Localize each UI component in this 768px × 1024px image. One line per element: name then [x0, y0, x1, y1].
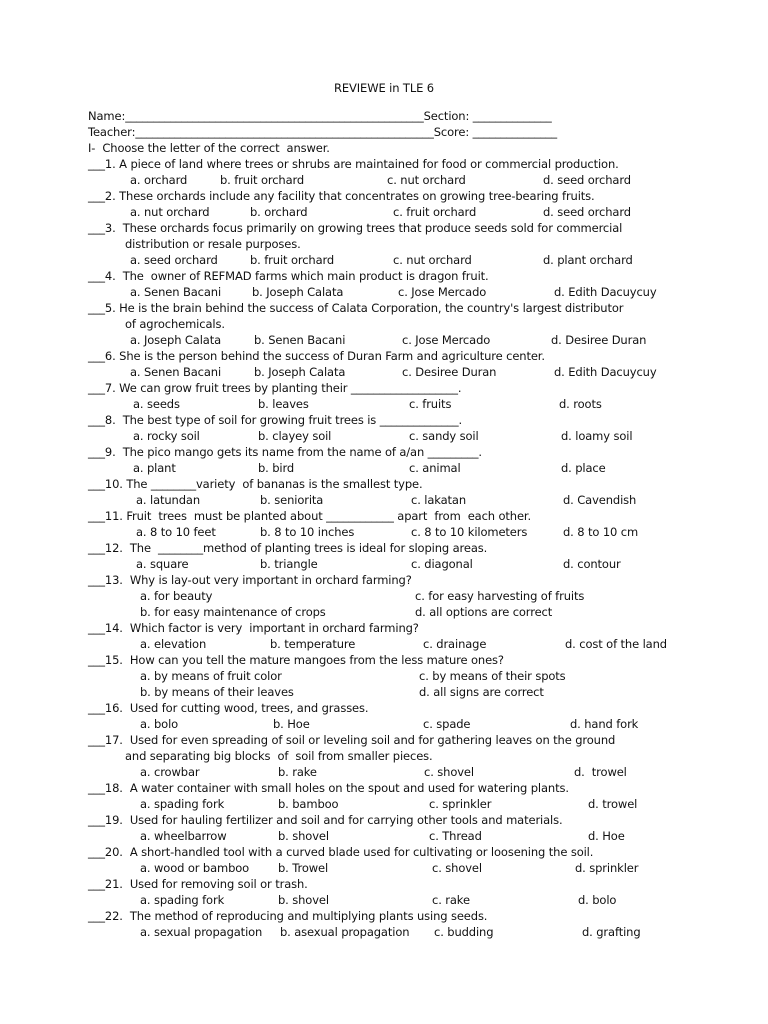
question-item — [88, 732, 768, 780]
answer-choice: c. Jose Mercado — [398, 285, 487, 299]
question-item — [88, 380, 768, 412]
answer-choices — [88, 764, 768, 780]
answer-choice: c. diagonal — [411, 557, 473, 571]
answer-choice: a. wood or bamboo — [140, 861, 250, 875]
answer-choice: a. Senen Bacani — [130, 285, 222, 299]
answer-choices — [88, 636, 768, 652]
answer-choice: c. sandy soil — [409, 429, 479, 443]
question-text-continued: of agrochemicals. — [125, 317, 225, 331]
answer-choice: a. by means of fruit color — [140, 669, 282, 683]
answer-choice: d. grafting — [582, 925, 641, 939]
answer-choice: c. Desiree Duran — [402, 365, 497, 379]
answer-choice: a. rocky soil — [133, 429, 200, 443]
answer-choice: a. 8 to 10 feet — [136, 525, 216, 539]
answer-choice: d. bolo — [578, 893, 617, 907]
answer-choices — [88, 364, 768, 380]
answer-choice: a. spading fork — [140, 893, 225, 907]
question-item — [88, 476, 768, 508]
worksheet-title: REVIEWE in TLE 6 — [334, 81, 434, 95]
answer-choice: d. 8 to 10 cm — [563, 525, 639, 539]
answer-choice: c. for easy harvesting of fruits — [415, 589, 585, 603]
answer-choice: a. plant — [133, 461, 176, 475]
answer-choice: a. orchard — [130, 173, 188, 187]
answer-choice: b. clayey soil — [258, 429, 332, 443]
answer-choice: d. Edith Dacuycuy — [554, 285, 657, 299]
answer-choice: d. all signs are correct — [419, 685, 544, 699]
question-item — [88, 444, 768, 476]
question-text: ___6. She is the person behind the success of Duran Farm and agriculture center. — [88, 349, 545, 363]
answer-choice: b. asexual propagation — [280, 925, 410, 939]
answer-choice: c. nut orchard — [393, 253, 472, 267]
answer-choice: c. fruits — [409, 397, 452, 411]
answer-choice: d. hand fork — [570, 717, 639, 731]
question-text: ___9. The pico mango gets its name from the name of a/an _________. — [88, 445, 482, 459]
question-item — [88, 156, 768, 188]
answer-choices — [88, 252, 768, 268]
teacher-score-line: Teacher:_____________________________________________________Score: _______________ — [88, 125, 558, 139]
question-text: ___17. Used for even spreading of soil or leveling soil and for gathering leaves on the ground — [88, 733, 616, 747]
question-text: ___1. A piece of land where trees or shrubs are maintained for food or commercial production. — [88, 157, 619, 171]
answer-choices — [88, 828, 768, 844]
answer-choice: a. nut orchard — [130, 205, 210, 219]
question-item — [88, 876, 768, 908]
answer-choice: d. all options are correct — [415, 605, 553, 619]
answer-choice: b. Senen Bacani — [254, 333, 346, 347]
answer-choice: a. Senen Bacani — [130, 365, 222, 379]
answer-choice: b. seniorita — [260, 493, 324, 507]
answer-choice: b. bird — [258, 461, 295, 475]
answer-choice: c. Jose Mercado — [402, 333, 491, 347]
question-item — [88, 268, 768, 300]
answer-choice: b. orchard — [250, 205, 308, 219]
question-text: ___11. Fruit trees must be planted about ____________ apart from each other. — [88, 509, 532, 523]
answer-choice: a. Joseph Calata — [130, 333, 222, 347]
question-text-continued: distribution or resale purposes. — [125, 237, 301, 251]
question-text: ___2. These orchards include any facility that concentrates on growing tree-bearing fruits. — [88, 189, 595, 203]
answer-choice: a. crowbar — [140, 765, 200, 779]
question-text: ___7. We can grow fruit trees by planting their ___________________. — [88, 381, 462, 395]
answer-choice: d. cost of the land — [565, 637, 667, 651]
question-item — [88, 620, 768, 652]
question-item — [88, 300, 768, 348]
answer-choices — [88, 588, 768, 604]
answer-choices — [88, 524, 768, 540]
answer-choices — [88, 284, 768, 300]
answer-choices — [88, 332, 768, 348]
question-item — [88, 508, 768, 540]
answer-choice: b. Joseph Calata — [254, 365, 346, 379]
question-text: ___13. Why is lay-out very important in orchard farming? — [88, 573, 412, 587]
answer-choice: c. spade — [423, 717, 471, 731]
answer-choices — [88, 604, 768, 620]
question-text: ___22. The method of reproducing and multiplying plants using seeds. — [88, 909, 488, 923]
answer-choice: c. sprinkler — [429, 797, 492, 811]
answer-choices — [88, 796, 768, 812]
answer-choice: d. trowel — [574, 765, 627, 779]
answer-choices — [88, 396, 768, 412]
question-text: ___14. Which factor is very important in orchard farming? — [88, 621, 419, 635]
question-text: ___5. He is the brain behind the success of Calata Corporation, the country's largest distributor — [88, 301, 624, 315]
answer-choice: d. Edith Dacuycuy — [554, 365, 657, 379]
instruction-text: I- Choose the letter of the correct answer. — [88, 141, 330, 155]
answer-choice: d. Cavendish — [563, 493, 637, 507]
answer-choices — [88, 892, 768, 908]
question-text: ___4. The owner of REFMAD farms which main product is dragon fruit. — [88, 269, 489, 283]
question-text: ___10. The ________variety of bananas is the smallest type. — [88, 477, 423, 491]
answer-choice: d. plant orchard — [543, 253, 633, 267]
answer-choice: a. spading fork — [140, 797, 225, 811]
answer-choice: d. loamy soil — [561, 429, 633, 443]
answer-choice: a. square — [136, 557, 189, 571]
answer-choices — [88, 428, 768, 444]
question-item — [88, 652, 768, 700]
answer-choice: c. by means of their spots — [419, 669, 566, 683]
answer-choice: b. for easy maintenance of crops — [140, 605, 326, 619]
question-text: ___15. How can you tell the mature mangoes from the less mature ones? — [88, 653, 504, 667]
question-text: ___3. These orchards focus primarily on growing trees that produce seeds sold for commercial — [88, 221, 623, 235]
question-text: ___12. The ________method of planting trees is ideal for sloping areas. — [88, 541, 488, 555]
answer-choice: c. fruit orchard — [393, 205, 477, 219]
answer-choice: b. Hoe — [273, 717, 310, 731]
answer-choice: c. shovel — [432, 861, 482, 875]
answer-choice: b. shovel — [278, 829, 329, 843]
answer-choice: b. triangle — [260, 557, 318, 571]
answer-choice: b. Joseph Calata — [252, 285, 344, 299]
question-item — [88, 220, 768, 268]
answer-choice: b. fruit orchard — [250, 253, 335, 267]
answer-choices — [88, 172, 768, 188]
question-item — [88, 908, 768, 940]
answer-choice: b. rake — [278, 765, 317, 779]
answer-choice: c. 8 to 10 kilometers — [411, 525, 528, 539]
answer-choice: c. lakatan — [411, 493, 467, 507]
answer-choice: c. shovel — [424, 765, 474, 779]
answer-choices — [88, 716, 768, 732]
question-text: ___20. A short-handled tool with a curved blade used for cultivating or loosening the soil. — [88, 845, 594, 859]
name-section-line: Name:_____________________________________________________Section: ______________ — [88, 109, 552, 123]
question-text: ___8. The best type of soil for growing fruit trees is ______________. — [88, 413, 463, 427]
question-item — [88, 412, 768, 444]
answer-choice: a. seeds — [133, 397, 180, 411]
answer-choices — [88, 860, 768, 876]
question-item — [88, 540, 768, 572]
answer-choice: d. trowel — [588, 797, 638, 811]
answer-choice: a. latundan — [136, 493, 201, 507]
answer-choice: b. 8 to 10 inches — [260, 525, 355, 539]
answer-choice: d. Desiree Duran — [551, 333, 647, 347]
question-item — [88, 812, 768, 844]
question-text-continued: and separating big blocks of soil from smaller pieces. — [125, 749, 433, 763]
answer-choice: d. sprinkler — [575, 861, 639, 875]
answer-choices — [88, 556, 768, 572]
question-item — [88, 348, 768, 380]
answer-choices — [88, 204, 768, 220]
question-item — [88, 572, 768, 620]
answer-choice: d. place — [561, 461, 606, 475]
answer-choice: a. seed orchard — [130, 253, 218, 267]
answer-choices — [88, 460, 768, 476]
question-item — [88, 844, 768, 876]
question-text: ___16. Used for cutting wood, trees, and grasses. — [88, 701, 369, 715]
answer-choice: a. sexual propagation — [140, 925, 263, 939]
answer-choice: a. elevation — [140, 637, 207, 651]
answer-choice: b. by means of their leaves — [140, 685, 294, 699]
answer-choice: d. seed orchard — [543, 173, 631, 187]
answer-choice: d. seed orchard — [543, 205, 631, 219]
question-item — [88, 700, 768, 732]
answer-choice: b. fruit orchard — [220, 173, 305, 187]
answer-choices — [88, 684, 768, 700]
answer-choice: c. nut orchard — [387, 173, 466, 187]
answer-choices — [88, 668, 768, 684]
question-text: ___21. Used for removing soil or trash. — [88, 877, 308, 891]
answer-choice: a. bolo — [140, 717, 179, 731]
answer-choice: d. Hoe — [588, 829, 625, 843]
answer-choice: c. budding — [434, 925, 494, 939]
question-text: ___18. A water container with small holes on the spout and used for watering plants. — [88, 781, 569, 795]
answer-choices — [88, 492, 768, 508]
answer-choice: a. wheelbarrow — [140, 829, 227, 843]
question-item — [88, 780, 768, 812]
answer-choice: d. contour — [563, 557, 621, 571]
answer-choice: b. Trowel — [278, 861, 329, 875]
answer-choice: c. animal — [409, 461, 461, 475]
answer-choice: a. for beauty — [140, 589, 213, 603]
answer-choice: b. shovel — [278, 893, 329, 907]
answer-choice: c. rake — [432, 893, 470, 907]
question-text: ___19. Used for hauling fertilizer and soil and for carrying other tools and materials. — [88, 813, 563, 827]
question-list — [88, 156, 768, 940]
answer-choice: c. drainage — [423, 637, 487, 651]
answer-choice: b. bamboo — [278, 797, 339, 811]
answer-choice: d. roots — [559, 397, 602, 411]
answer-choice: c. Thread — [429, 829, 482, 843]
question-item — [88, 188, 768, 220]
answer-choice: b. temperature — [270, 637, 356, 651]
answer-choices — [88, 924, 768, 940]
answer-choice: b. leaves — [258, 397, 309, 411]
